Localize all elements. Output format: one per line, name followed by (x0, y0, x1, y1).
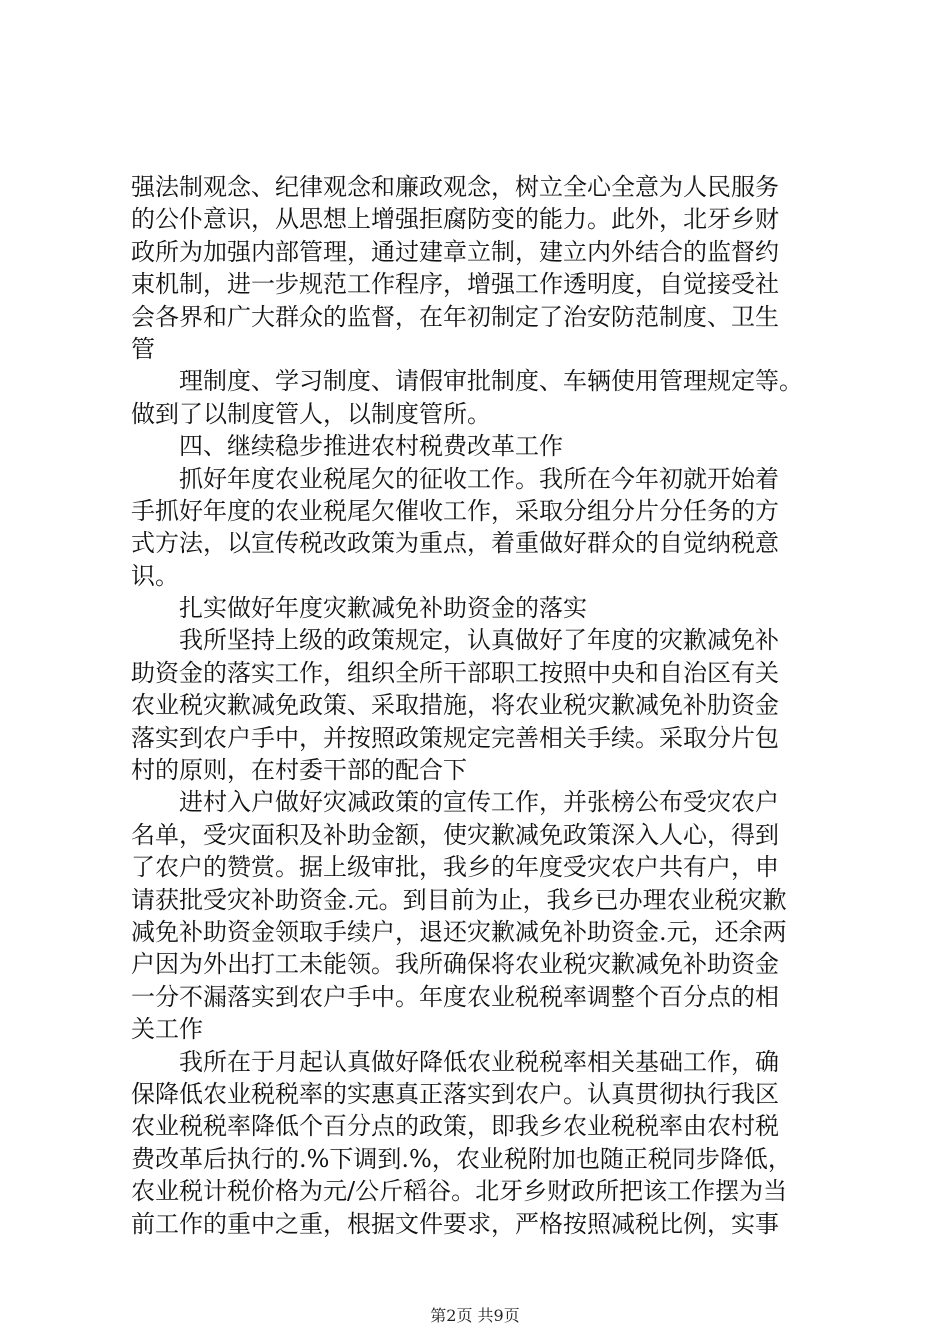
page-number: 第2页 共9页 (430, 1306, 520, 1325)
text-line: 一分不漏落实到农户手中。年度农业税税率调整个百分点的相 (131, 982, 779, 1011)
text-line: 减免补助资金领取手续户，退还灾歉减免补助资金.元，还余两 (131, 917, 787, 946)
text-line: 农业税计税价格为元/公斤稻谷。北牙乡财政所把该工作摆为当 (131, 1177, 788, 1206)
text-line: 的公仆意识，从思想上增强拒腐防变的能力。此外，北牙乡财 (131, 205, 779, 234)
text-line: 政所为加强内部管理，通过建章立制，建立内外结合的监督约 (131, 237, 779, 266)
text-line: 我所坚持上级的政策规定，认真做好了年度的灾歉减免补 (131, 626, 779, 655)
text-line: 请获批受灾补助资金.元。到目前为止，我乡已办理农业税灾歉 (131, 885, 787, 914)
text-line: 抓好年度农业税尾欠的征收工作。我所在今年初就开始着 (131, 464, 779, 493)
text-line: 落实到农户手中，并按照政策规定完善相关手续。采取分片包 (131, 723, 779, 752)
text-line: 识。 (131, 561, 179, 590)
text-line: 会各界和广大群众的监督，在年初制定了治安防范制度、卫生 (131, 302, 779, 331)
text-line: 前工作的重中之重，根据文件要求，严格按照减税比例，实事 (131, 1209, 779, 1238)
text-line: 束机制，进一步规范工作程序，增强工作透明度，自觉接受社 (131, 270, 779, 299)
text-line: 助资金的落实工作，组织全所干部职工按照中央和自治区有关 (131, 658, 779, 687)
text-line: 做到了以制度管人，以制度管所。 (131, 399, 491, 428)
text-line: 了农户的赞赏。据上级审批，我乡的年度受灾农户共有户，申 (131, 853, 779, 882)
text-line: 户因为外出打工未能领。我所确保将农业税灾歉减免补助资金 (131, 950, 779, 979)
text-line: 农业税税率降低个百分点的政策，即我乡农业税税率由农村税 (131, 1112, 779, 1141)
text-line: 村的原则，在村委干部的配合下 (131, 756, 467, 785)
section-heading: 四、继续稳步推进农村税费改革工作 (131, 432, 563, 461)
text-line: 保降低农业税税率的实惠真正落实到农户。认真贯彻执行我区 (131, 1079, 779, 1108)
text-line: 我所在于月起认真做好降低农业税税率相关基础工作，确 (131, 1047, 779, 1076)
subheading-line: 扎实做好年度灾歉减免补助资金的落实 (131, 594, 587, 623)
text-line: 农业税灾歉减免政策、采取措施，将农业税灾歉减免补肋资金 (131, 691, 779, 720)
text-line: 费改革后执行的.%下调到.%，农业税附加也随正税同步降低， (131, 1144, 792, 1173)
text-line: 强法制观念、纪律观念和廉政观念，树立全心全意为人民服务 (131, 173, 779, 201)
text-line: 进村入户做好灾减政策的宣传工作，并张榜公布受灾农户 (131, 788, 779, 817)
text-line: 名单，受灾面积及补助金额，使灾歉减免政策深入人心，得到 (131, 820, 779, 849)
text-line: 关工作 (131, 1015, 203, 1044)
text-line: 手抓好年度的农业税尾欠催收工作，采取分组分片分任务的方 (131, 496, 779, 525)
page-footer (0, 1303, 950, 1326)
text-line: 式方法，以宣传税改政策为重点，着重做好群众的自觉纳税意 (131, 529, 779, 558)
body-text (131, 171, 831, 1240)
text-line: 管 (131, 334, 155, 363)
text-line: 理制度、学习制度、请假审批制度、车辆使用管理规定等。 (131, 367, 803, 396)
